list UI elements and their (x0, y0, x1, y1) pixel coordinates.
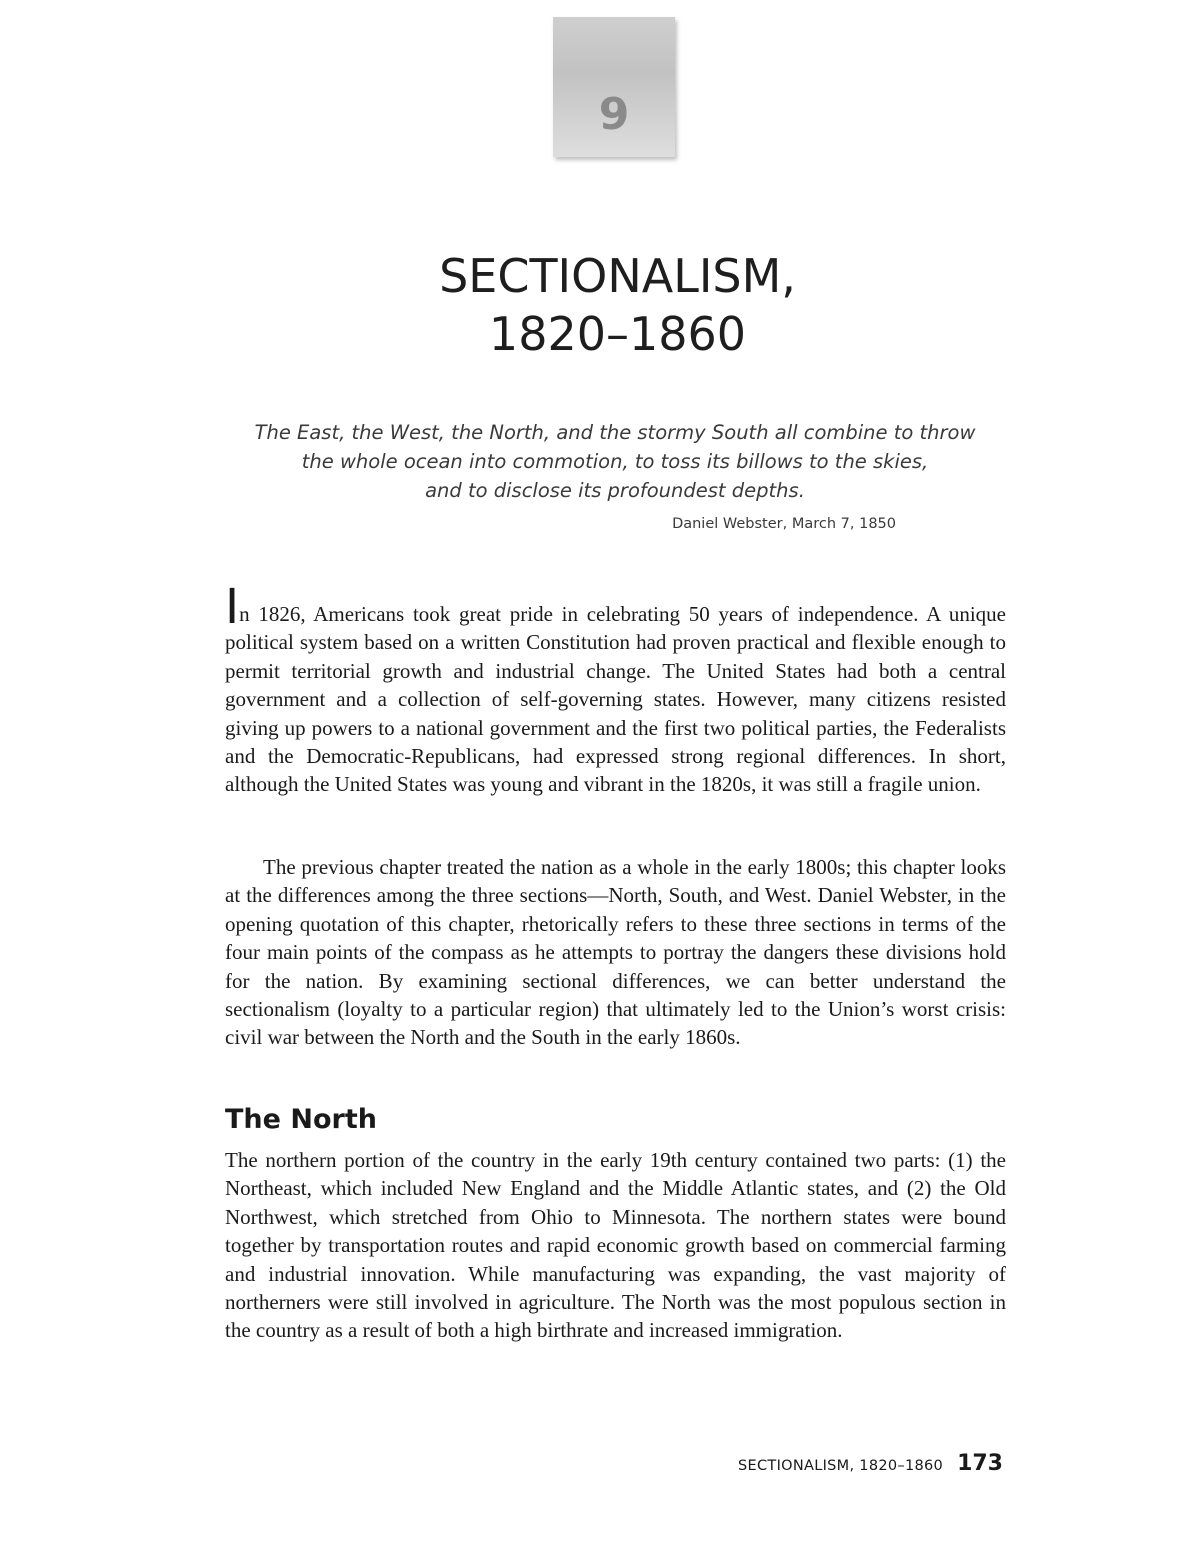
epigraph-line-1: The East, the West, the North, and the stormy South all combine to throw (254, 421, 976, 444)
chapter-title-line-1: SECTIONALISM, (439, 249, 796, 303)
section-heading-north: The North (225, 1104, 377, 1135)
footer-running-title: SECTIONALISM, 1820–1860 (738, 1458, 944, 1474)
epigraph-line-2: the whole ocean into commotion, to toss its billows to the skies, (301, 450, 929, 473)
chapter-number: 9 (598, 89, 630, 140)
intro-paragraph-2: The previous chapter treated the nation as a whole in the early 1800s; this chapter looks at the differences among the three sections—North, South, and West. Daniel Webster, in the opening quotation of this chapter, rhetorically refers to these three sections in terms of the four main points of the compass as he attempts to portray the dangers these divisions hold for the nation. By examining sectional differences, we can better understand the sectionalism (loyalty to a particular region) that ultimately led to the Union’s worst crisis: civil war between the North and the South in the early 1860s. (225, 855, 1006, 1050)
epigraph-attribution: Daniel Webster, March 7, 1850 (672, 516, 896, 532)
chapter-title-line-2: 1820–1860 (488, 307, 747, 361)
north-paragraph-1: The northern portion of the country in the early 19th century contained two parts: (1) the Northeast, which included New England and the Middle Atlantic states, and (2) the Old Northwest, which stretched from Ohio to Minnesota. The northern states were bound together by transportation routes and rapid economic growth based on commercial farming and industrial innovation. While manufacturing was expanding, the vast majority of northerners were still involved in agriculture. The North was the most populous section in the country as a result of both a high birthrate and increased immigration. (225, 1148, 1006, 1343)
epigraph-quote (0, 418, 1200, 505)
intro-paragraph-1 (225, 579, 1006, 799)
chapter-title (0, 247, 1200, 363)
running-footer (738, 1451, 1003, 1476)
epigraph-line-3: and to disclose its profoundest depths. (425, 479, 805, 502)
page-number: 173 (957, 1451, 1003, 1476)
chapter-number-box (553, 17, 675, 157)
intro-paragraph-1-text: n 1826, Americans took great pride in celebrating 50 years of independence. A unique political system based on a written Constitution had proven practical and flexible enough to permit territorial growth and industrial change. The United States had both a central government and a collection of self-governing states. However, many citizens resisted giving up powers to a national government and the first two political parties, the Federalists and the Democratic-Republicans, had expressed strong regional differences. In short, although the United States was young and vibrant in the 1820s, it was still a fragile union. (225, 602, 1006, 797)
drop-cap: I (225, 579, 240, 635)
